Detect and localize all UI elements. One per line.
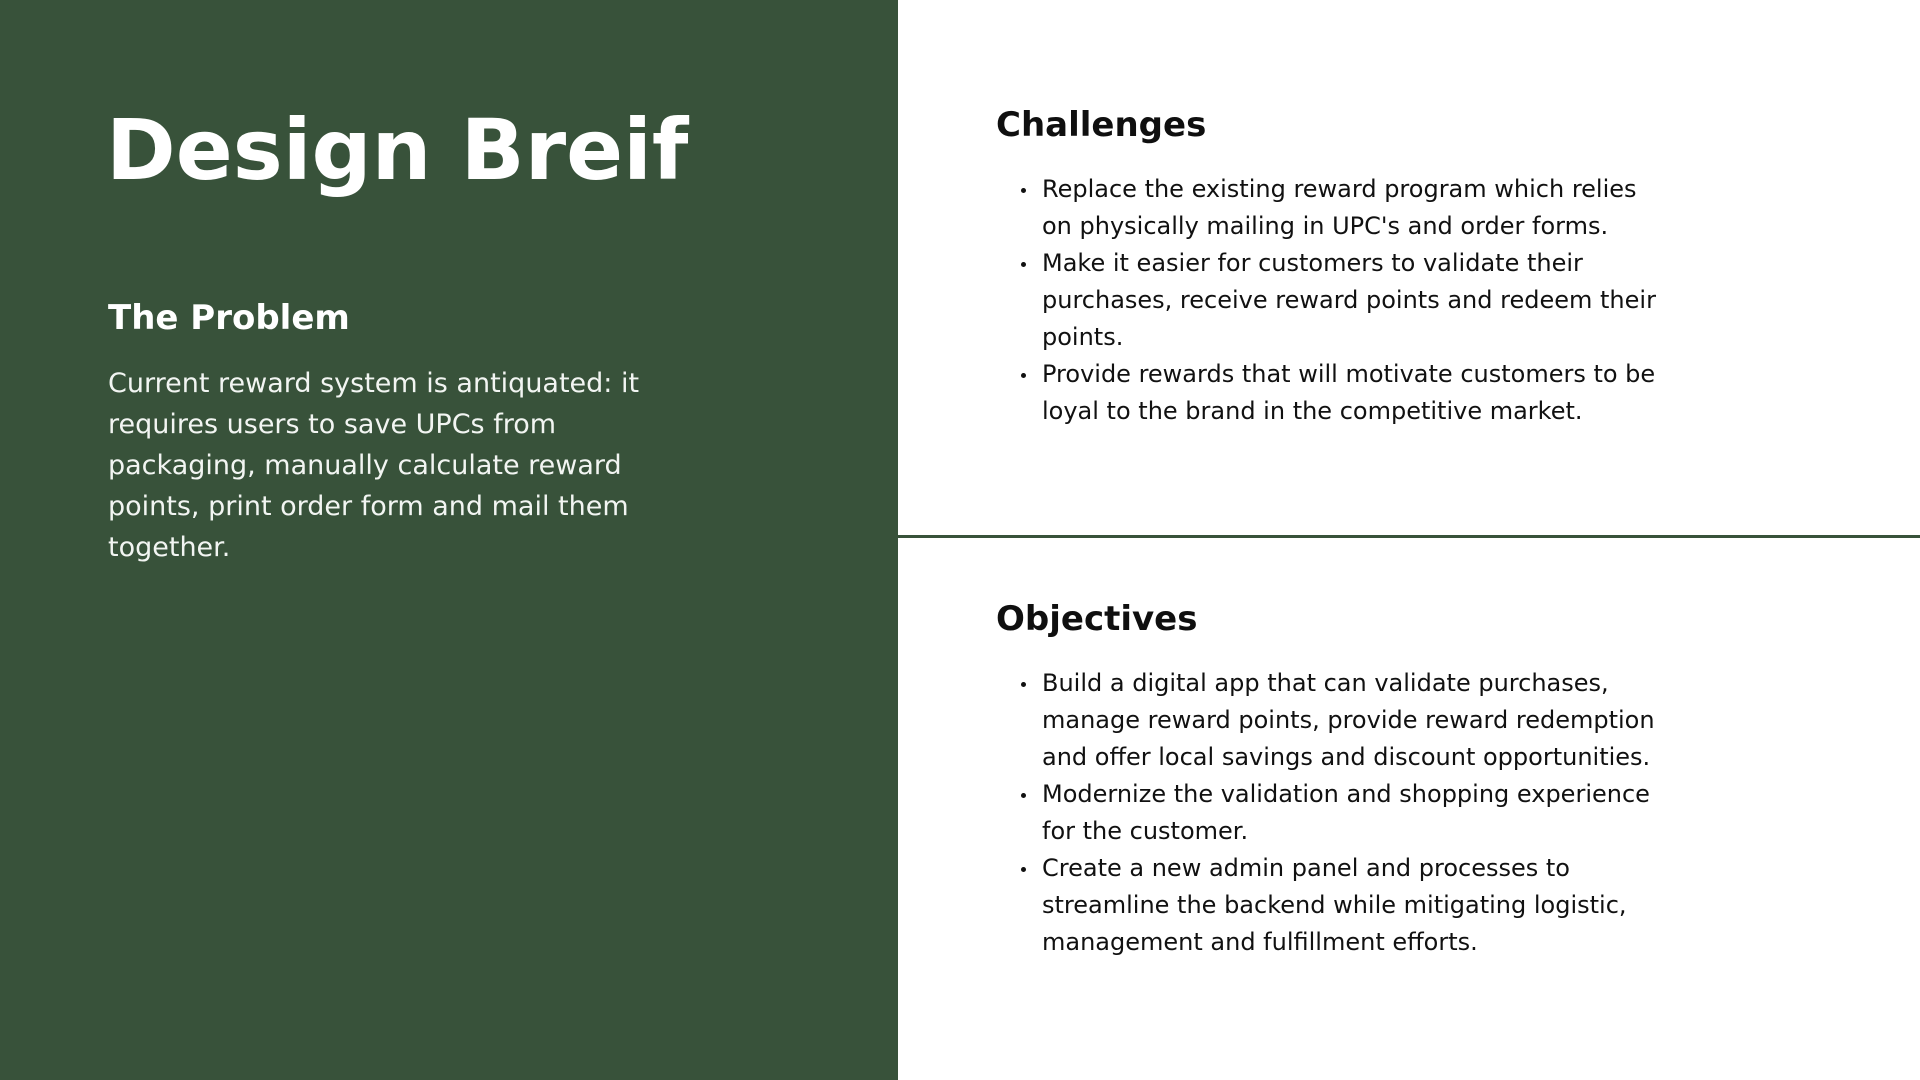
challenge-item: Make it easier for customers to validate their purchases, receive reward points and redeem their points. [1042, 245, 1670, 356]
objective-item: Modernize the validation and shopping experience for the customer. [1042, 776, 1670, 850]
challenges-heading: Challenges [996, 105, 1207, 145]
challenge-item: Replace the existing reward program which relies on physically mailing in UPC's and order forms. [1042, 171, 1670, 245]
section-divider [898, 535, 1920, 538]
objective-item: Create a new admin panel and processes to streamline the backend while mitigating logistic, management and fulfillment efforts. [1042, 850, 1670, 961]
challenges-list [1042, 171, 1670, 430]
objectives-heading: Objectives [996, 599, 1198, 639]
page-title: Design Breif [106, 101, 689, 199]
left-panel [0, 0, 898, 1080]
objective-item: Build a digital app that can validate purchases, manage reward points, provide reward redemption and offer local savings and discount opportunities. [1042, 665, 1670, 776]
problem-description: Current reward system is antiquated: it requires users to save UPCs from packaging, manually calculate reward points, print order form and mail them together. [108, 368, 640, 563]
problem-heading: The Problem [108, 298, 350, 338]
challenge-item: Provide rewards that will motivate customers to be loyal to the brand in the competitive market. [1042, 356, 1670, 430]
objectives-list [1042, 665, 1670, 961]
